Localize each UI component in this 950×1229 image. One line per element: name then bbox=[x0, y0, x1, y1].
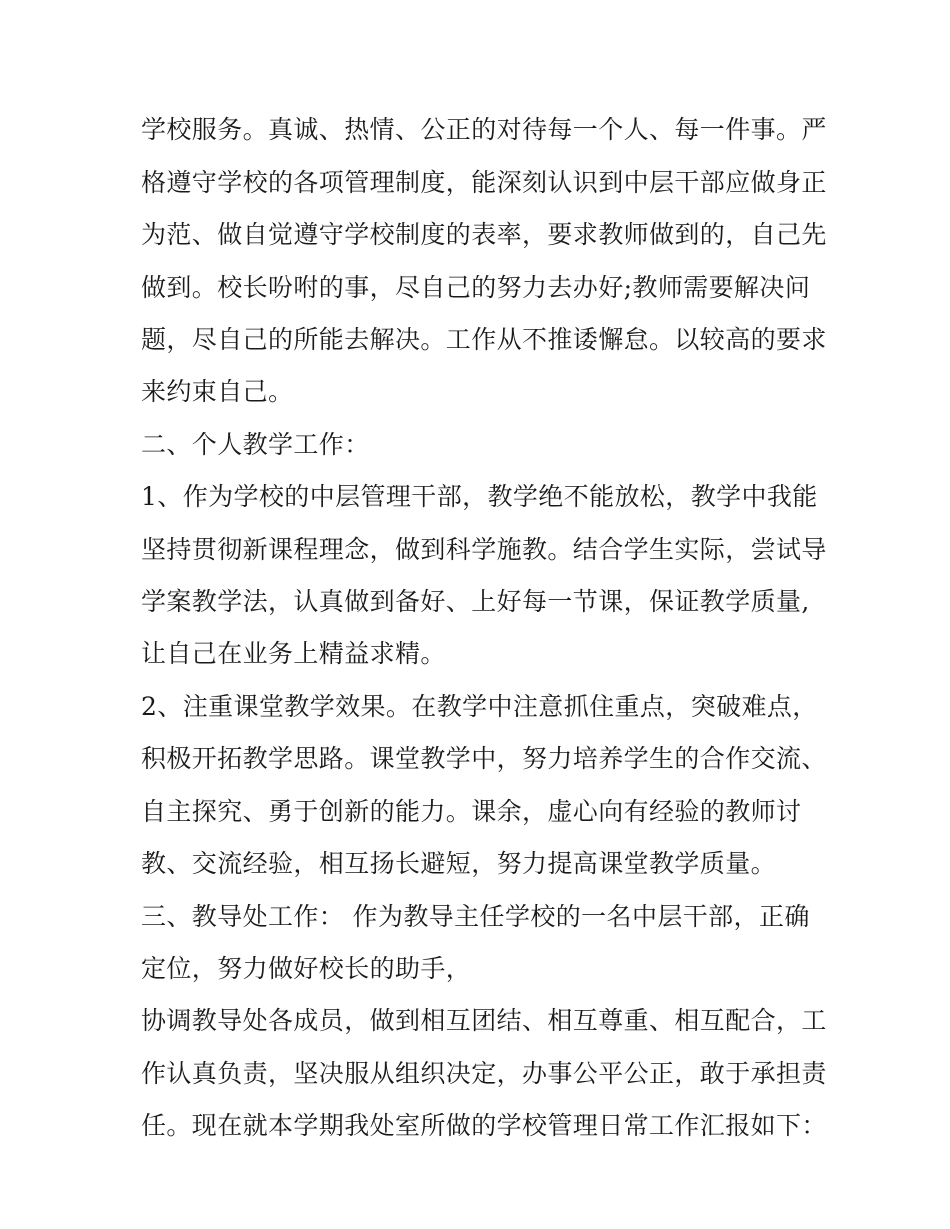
text-line: 自主探究、勇于创新的能力。课余，虚心向有经验的教师讨 bbox=[141, 797, 802, 826]
text-line: 任。现在就本学期我处室所做的学校管理日常工作汇报如下： bbox=[141, 1111, 827, 1140]
text-line: 格遵守学校的各项管理制度，能深刻认识到中层干部应做身正 bbox=[141, 168, 827, 197]
section-heading: 三、教导处工作： 作为教导主任学校的一名中层干部，正确 bbox=[141, 902, 810, 931]
text-line: 坚持贯彻新课程理念，做到科学施教。结合学生实际，尝试导 bbox=[141, 535, 827, 564]
text-line: 教、交流经验，相互扬长避短，努力提高课堂教学质量。 bbox=[141, 849, 777, 878]
text-line: 学案教学法，认真做到备好、上好每一节课，保证教学质量, bbox=[141, 587, 810, 616]
text-line: 定位，努力做好校长的助手， bbox=[141, 954, 472, 983]
text-line: 学校服务。真诚、热情、公正的对待每一个人、每一件事。严 bbox=[141, 115, 827, 144]
text-line: 协调教导处各成员，做到相互团结、相互尊重、相互配合，工 bbox=[141, 1006, 827, 1035]
text-line: 做到。校长吩咐的事，尽自己的努力去办好;教师需要解决问 bbox=[141, 273, 811, 302]
text-line: 积极开拓教学思路。课堂教学中，努力培养学生的合作交流、 bbox=[141, 744, 827, 773]
text-line: 2、注重课堂教学效果。在教学中注意抓住重点，突破难点， bbox=[141, 692, 818, 721]
text-line: 让自己在业务上精益求精。 bbox=[141, 639, 446, 668]
text-line: 1、作为学校的中层管理干部，教学绝不能放松，教学中我能 bbox=[141, 482, 818, 511]
text-line: 来约束自己。 bbox=[141, 377, 294, 406]
text-line: 题，尽自己的所能去解决。工作从不推诿懈怠。以较高的要求 bbox=[141, 325, 827, 354]
text-line: 作认真负责，坚决服从组织决定，办事公平公正，敢于承担责 bbox=[141, 1059, 827, 1088]
text-line: 为范、做自觉遵守学校制度的表率，要求教师做到的，自己先 bbox=[141, 220, 827, 249]
section-heading: 二、个人教学工作： bbox=[141, 430, 370, 459]
